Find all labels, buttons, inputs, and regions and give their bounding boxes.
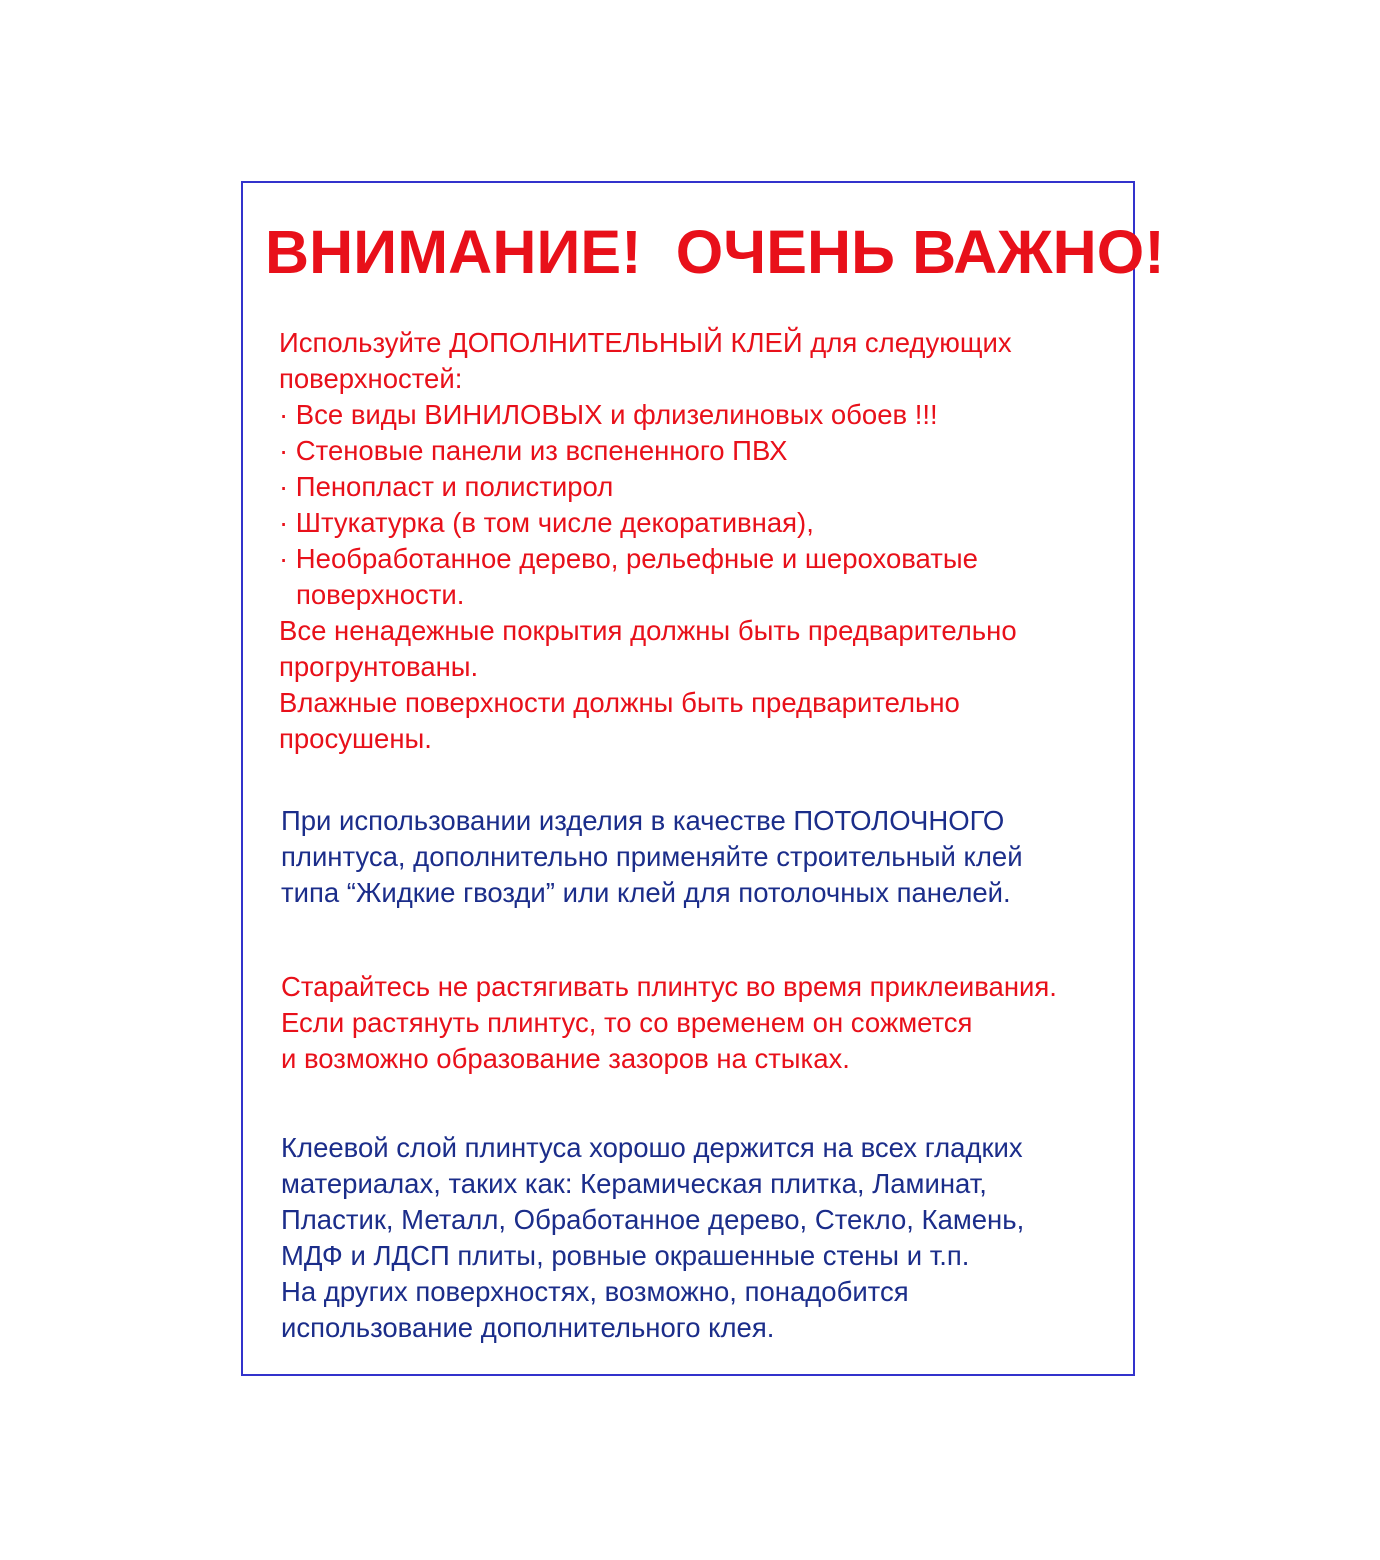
intro-line: Используйте ДОПОЛНИТЕЛЬНЫЙ КЛЕЙ для следующих — [279, 327, 1012, 358]
stretching-line: и возможно образование зазоров на стыках. — [281, 1043, 850, 1074]
notice-title: ВНИМАНИЕ! ОЧЕНЬ ВАЖНО! — [265, 218, 1165, 286]
bullet-item: · Все виды ВИНИЛОВЫХ и флизелиновых обоев !!! — [279, 399, 938, 430]
adhesion-line: МДФ и ЛДСП плиты, ровные окрашенные стены и т.п. — [281, 1240, 970, 1271]
adhesion-line: материалах, таких как: Керамическая плитка, Ламинат, — [281, 1168, 987, 1199]
stretching-section — [281, 969, 1057, 1077]
adhesion-line: Клеевой слой плинтуса хорошо держится на всех гладких — [281, 1132, 1023, 1163]
ceiling-line: При использовании изделия в качестве ПОТОЛОЧНОГО — [281, 805, 1005, 836]
adhesion-line: Пластик, Металл, Обработанное дерево, Стекло, Камень, — [281, 1204, 1025, 1235]
intro-line: поверхностей: — [279, 363, 463, 394]
adhesion-section — [281, 1130, 1024, 1346]
stretching-line: Старайтесь не растягивать плинтус во время приклеивания. — [281, 971, 1057, 1002]
adhesion-line: На других поверхностях, возможно, понадобится — [281, 1276, 909, 1307]
ceiling-line: плинтуса, дополнительно применяйте строительный клей — [281, 841, 1023, 872]
adhesion-line: использование дополнительного клея. — [281, 1312, 775, 1343]
bullet-item-continuation: поверхности. — [296, 579, 465, 610]
additional-glue-section — [279, 325, 1017, 757]
bullet-item: · Штукатурка (в том числе декоративная), — [279, 507, 814, 538]
ceiling-line: типа “Жидкие гвозди” или клей для потолочных панелей. — [281, 877, 1011, 908]
note-line: прогрунтованы. — [279, 651, 479, 682]
bullet-item: · Необработанное дерево, рельефные и шероховатые — [279, 543, 978, 574]
stretching-line: Если растянуть плинтус, то со временем он сожмется — [281, 1007, 973, 1038]
note-line: Влажные поверхности должны быть предварительно — [279, 687, 960, 718]
note-line: Все ненадежные покрытия должны быть предварительно — [279, 615, 1017, 646]
bullet-item: · Пенопласт и полистирол — [279, 471, 614, 502]
bullet-item: · Стеновые панели из вспененного ПВХ — [279, 435, 788, 466]
ceiling-section — [281, 803, 1023, 911]
note-line: просушены. — [279, 723, 432, 754]
